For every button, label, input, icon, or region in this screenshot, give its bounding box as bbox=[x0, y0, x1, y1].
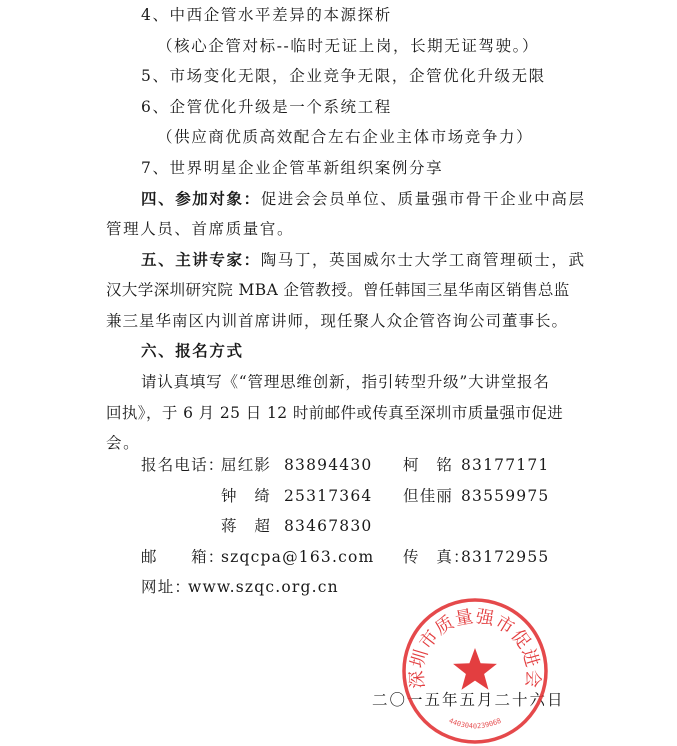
section-registration-text: 请认真填写《“管理思维创新，指引转型升级”大讲堂报名 bbox=[141, 373, 550, 391]
seal-org-name: 深圳市质量强市促进会 bbox=[406, 605, 544, 690]
phone-label: 报名电话： bbox=[141, 456, 225, 474]
section-speaker-text-cont1: 汉大学深圳研究院 MBA 企管教授。曾任韩国三星华南区销售总监 bbox=[106, 281, 570, 299]
section-speaker-heading: 五、主讲专家： bbox=[141, 250, 261, 269]
fax-number: 83172955 bbox=[461, 548, 550, 566]
official-seal-stamp bbox=[400, 596, 550, 746]
contact-phone: 83559975 bbox=[461, 487, 550, 505]
contact-name: 蒋 超 bbox=[221, 517, 272, 535]
section-speaker-text-cont2: 兼三星华南区内训首席讲师，现任聚人众企管咨询公司董事长。 bbox=[106, 312, 569, 330]
section-participants-text-cont: 管理人员、首席质量官。 bbox=[106, 220, 295, 238]
contact-phone: 83177171 bbox=[461, 456, 550, 474]
outline-item-7: 7、世界明星企业企管革新组织案例分享 bbox=[141, 159, 444, 177]
contact-name: 柯 铭 bbox=[403, 456, 454, 474]
website-link[interactable]: www.szqc.org.cn bbox=[188, 578, 339, 596]
contact-name: 钟 绮 bbox=[221, 487, 272, 505]
contact-phone: 83894430 bbox=[284, 456, 373, 474]
issue-date: 二〇一五年五月二十六日 bbox=[372, 691, 565, 709]
contact-phone: 83467830 bbox=[284, 517, 373, 535]
section-registration-text-cont2: 会。 bbox=[106, 434, 141, 452]
email-label: 邮 箱： bbox=[141, 548, 225, 566]
website-label: 网址： bbox=[141, 578, 192, 596]
outline-item-5: 5、市场变化无限，企业竞争无限，企管优化升级无限 bbox=[141, 67, 546, 85]
contact-name: 但佳丽 bbox=[403, 487, 454, 505]
seal-code: 4403040239068 bbox=[447, 716, 503, 731]
section-speaker-text: 陶马丁，英国威尔士大学工商管理硕士，武 bbox=[260, 251, 586, 269]
outline-item-6-note: （供应商优质高效配合左右企业主体市场竞争力） bbox=[157, 128, 534, 146]
section-speaker bbox=[141, 250, 586, 270]
section-registration-heading: 六、报名方式 bbox=[141, 341, 244, 360]
section-registration-text-cont1: 回执》，于 6 月 25 日 12 时前邮件或传真至深圳市质量强市促进 bbox=[106, 404, 564, 422]
seal-star-icon bbox=[453, 648, 497, 690]
email-link[interactable]: szqcpa@163.com bbox=[221, 548, 375, 566]
outline-item-4-note: （核心企管对标--临时无证上岗，长期无证驾驶。） bbox=[157, 37, 540, 55]
section-participants-text: 促进会会员单位、质量强市骨干企业中高层 bbox=[260, 190, 586, 208]
section-participants bbox=[141, 189, 586, 209]
section-participants-heading: 四、参加对象： bbox=[141, 189, 261, 208]
contact-name: 屈红影 bbox=[221, 456, 272, 474]
fax-label: 传 真： bbox=[403, 548, 470, 566]
outline-item-4: 4、中西企管水平差异的本源探析 bbox=[141, 6, 392, 24]
contact-phone: 25317364 bbox=[284, 487, 373, 505]
outline-item-6: 6、企管优化升级是一个系统工程 bbox=[141, 98, 392, 116]
